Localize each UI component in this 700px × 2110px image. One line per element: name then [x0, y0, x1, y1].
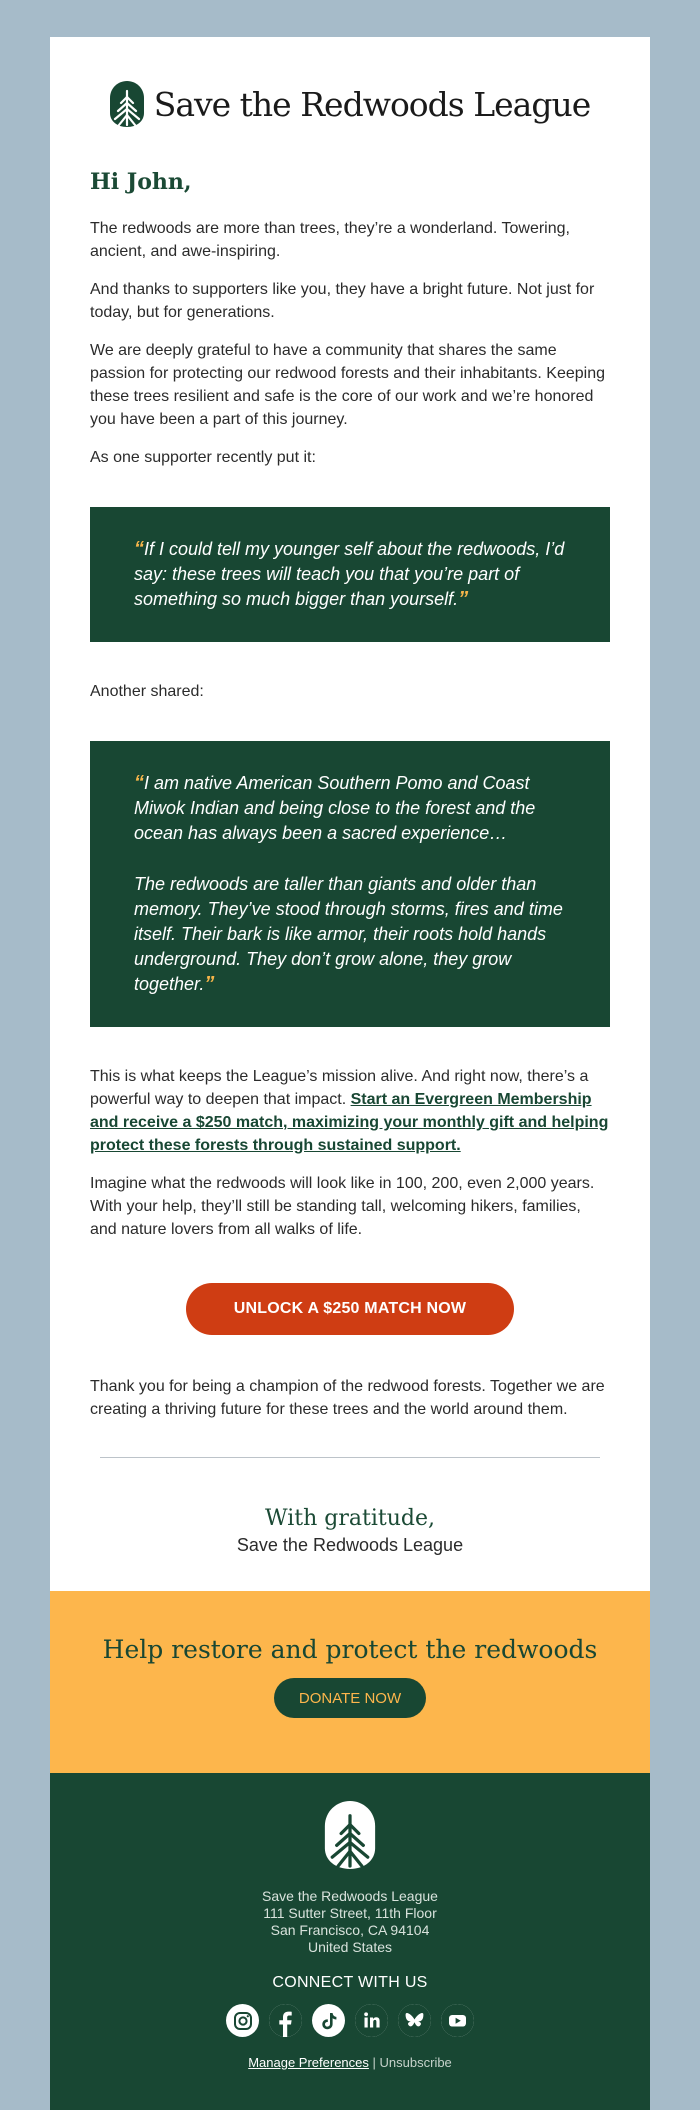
greeting: Hi John, [90, 169, 192, 195]
donate-banner [50, 1591, 650, 1773]
redwood-tree-logo-icon [324, 1801, 376, 1869]
unlock-match-button[interactable]: UNLOCK A $250 MATCH NOW [186, 1283, 514, 1335]
email-body [50, 169, 650, 1556]
paragraph-future: And thanks to supporters like you, they have a bright future. Not just for today, but for generations. [90, 281, 595, 321]
signoff [90, 1506, 610, 1556]
testimonial-quote-1 [90, 507, 610, 642]
unsubscribe-link[interactable]: Unsubscribe [379, 2055, 452, 2070]
footer-city: San Francisco, CA 94104 [270, 1922, 430, 1938]
footer-country: United States [307, 1939, 393, 1955]
footer-logo[interactable] [50, 1801, 650, 1874]
evergreen-membership-link[interactable]: Start an Evergreen Membership and receive a $250 match, maximizing your monthly gift and helping protect these forests through sustained support. [90, 1091, 609, 1154]
paragraph-imagine: Imagine what the redwoods will look like in 100, 200, even 2,000 years. With your help, they’ll still be standing tall, welcoming hikers, families, and nature lovers from all walks of life. [90, 1175, 595, 1238]
open-quote-mark: “ [134, 538, 144, 560]
paragraph-supporter: As one supporter recently put it: [90, 449, 316, 466]
signoff-org: Save the Redwoods League [236, 1535, 464, 1555]
logo-text: Save the Redwoods League [153, 84, 591, 124]
youtube-icon[interactable] [441, 2004, 474, 2037]
facebook-icon[interactable] [269, 2004, 302, 2037]
paragraph-mission: This is what keeps the League’s mission alive. And right now, there’s a powerful way to deepen that impact. Start an Evergreen Membership and receive a $250 match, maximizing your monthly gift and helping protect these forests through sustained support. [90, 1068, 609, 1154]
paragraph-grateful: We are deeply grateful to have a community that shares the same passion for protecting our redwood forests and their inhabitants. Keeping these trees resilient and safe is the core of our work and we’re honored you have been a part of this journey. [90, 342, 605, 428]
social-links [50, 2004, 650, 2037]
close-quote-mark: ” [204, 973, 215, 995]
redwood-tree-logo-icon [110, 81, 144, 127]
bluesky-icon[interactable] [398, 2004, 431, 2037]
linkedin-icon[interactable] [355, 2004, 388, 2037]
logo[interactable] [110, 81, 591, 127]
close-quote-mark: ” [458, 588, 469, 610]
footer-street: 111 Sutter Street, 11th Floor [263, 1905, 437, 1921]
footer-address [50, 1888, 650, 1956]
tiktok-icon[interactable] [312, 2004, 345, 2037]
instagram-icon[interactable] [226, 2004, 259, 2037]
paragraph-thanks: Thank you for being a champion of the redwood forests. Together we are creating a thriving future for these trees and the world around them. [90, 1378, 605, 1418]
email-container [50, 37, 650, 2110]
quote-2-text-b: The redwoods are taller than giants and older than memory. They’ve stood through storms, fires and time itself. Their bark is like armor, their roots hold hands underground. They don’t grow alone, they grow together.” [134, 874, 563, 995]
donate-now-button[interactable]: DONATE NOW [274, 1678, 426, 1718]
footer-separator: | [372, 2055, 376, 2070]
quote-2-text-a: “I am native American Southern Pomo and Coast Miwok Indian and being close to the forest and the ocean has always been a sacred experience… [134, 772, 536, 843]
footer-org: Save the Redwoods League [262, 1888, 438, 1904]
footer-links [50, 2055, 650, 2070]
signoff-gratitude: With gratitude, [265, 1506, 435, 1531]
donate-heading: Help restore and protect the redwoods [102, 1635, 598, 1664]
divider [100, 1457, 600, 1458]
paragraph-another: Another shared: [90, 683, 204, 700]
footer [50, 1773, 650, 2110]
testimonial-quote-2 [90, 741, 610, 1027]
open-quote-mark: “ [134, 772, 144, 794]
paragraph-intro: The redwoods are more than trees, they’re a wonderland. Towering, ancient, and awe-inspiring. [90, 220, 570, 260]
cta-wrapper [90, 1283, 610, 1335]
email-header [50, 62, 650, 146]
quote-1-text: “If I could tell my younger self about the redwoods, I’d say: these trees will teach you that you’re part of something so much bigger than yourself.” [134, 538, 565, 610]
manage-preferences-link[interactable]: Manage Preferences [248, 2055, 369, 2070]
connect-heading: CONNECT WITH US [272, 1974, 428, 1991]
